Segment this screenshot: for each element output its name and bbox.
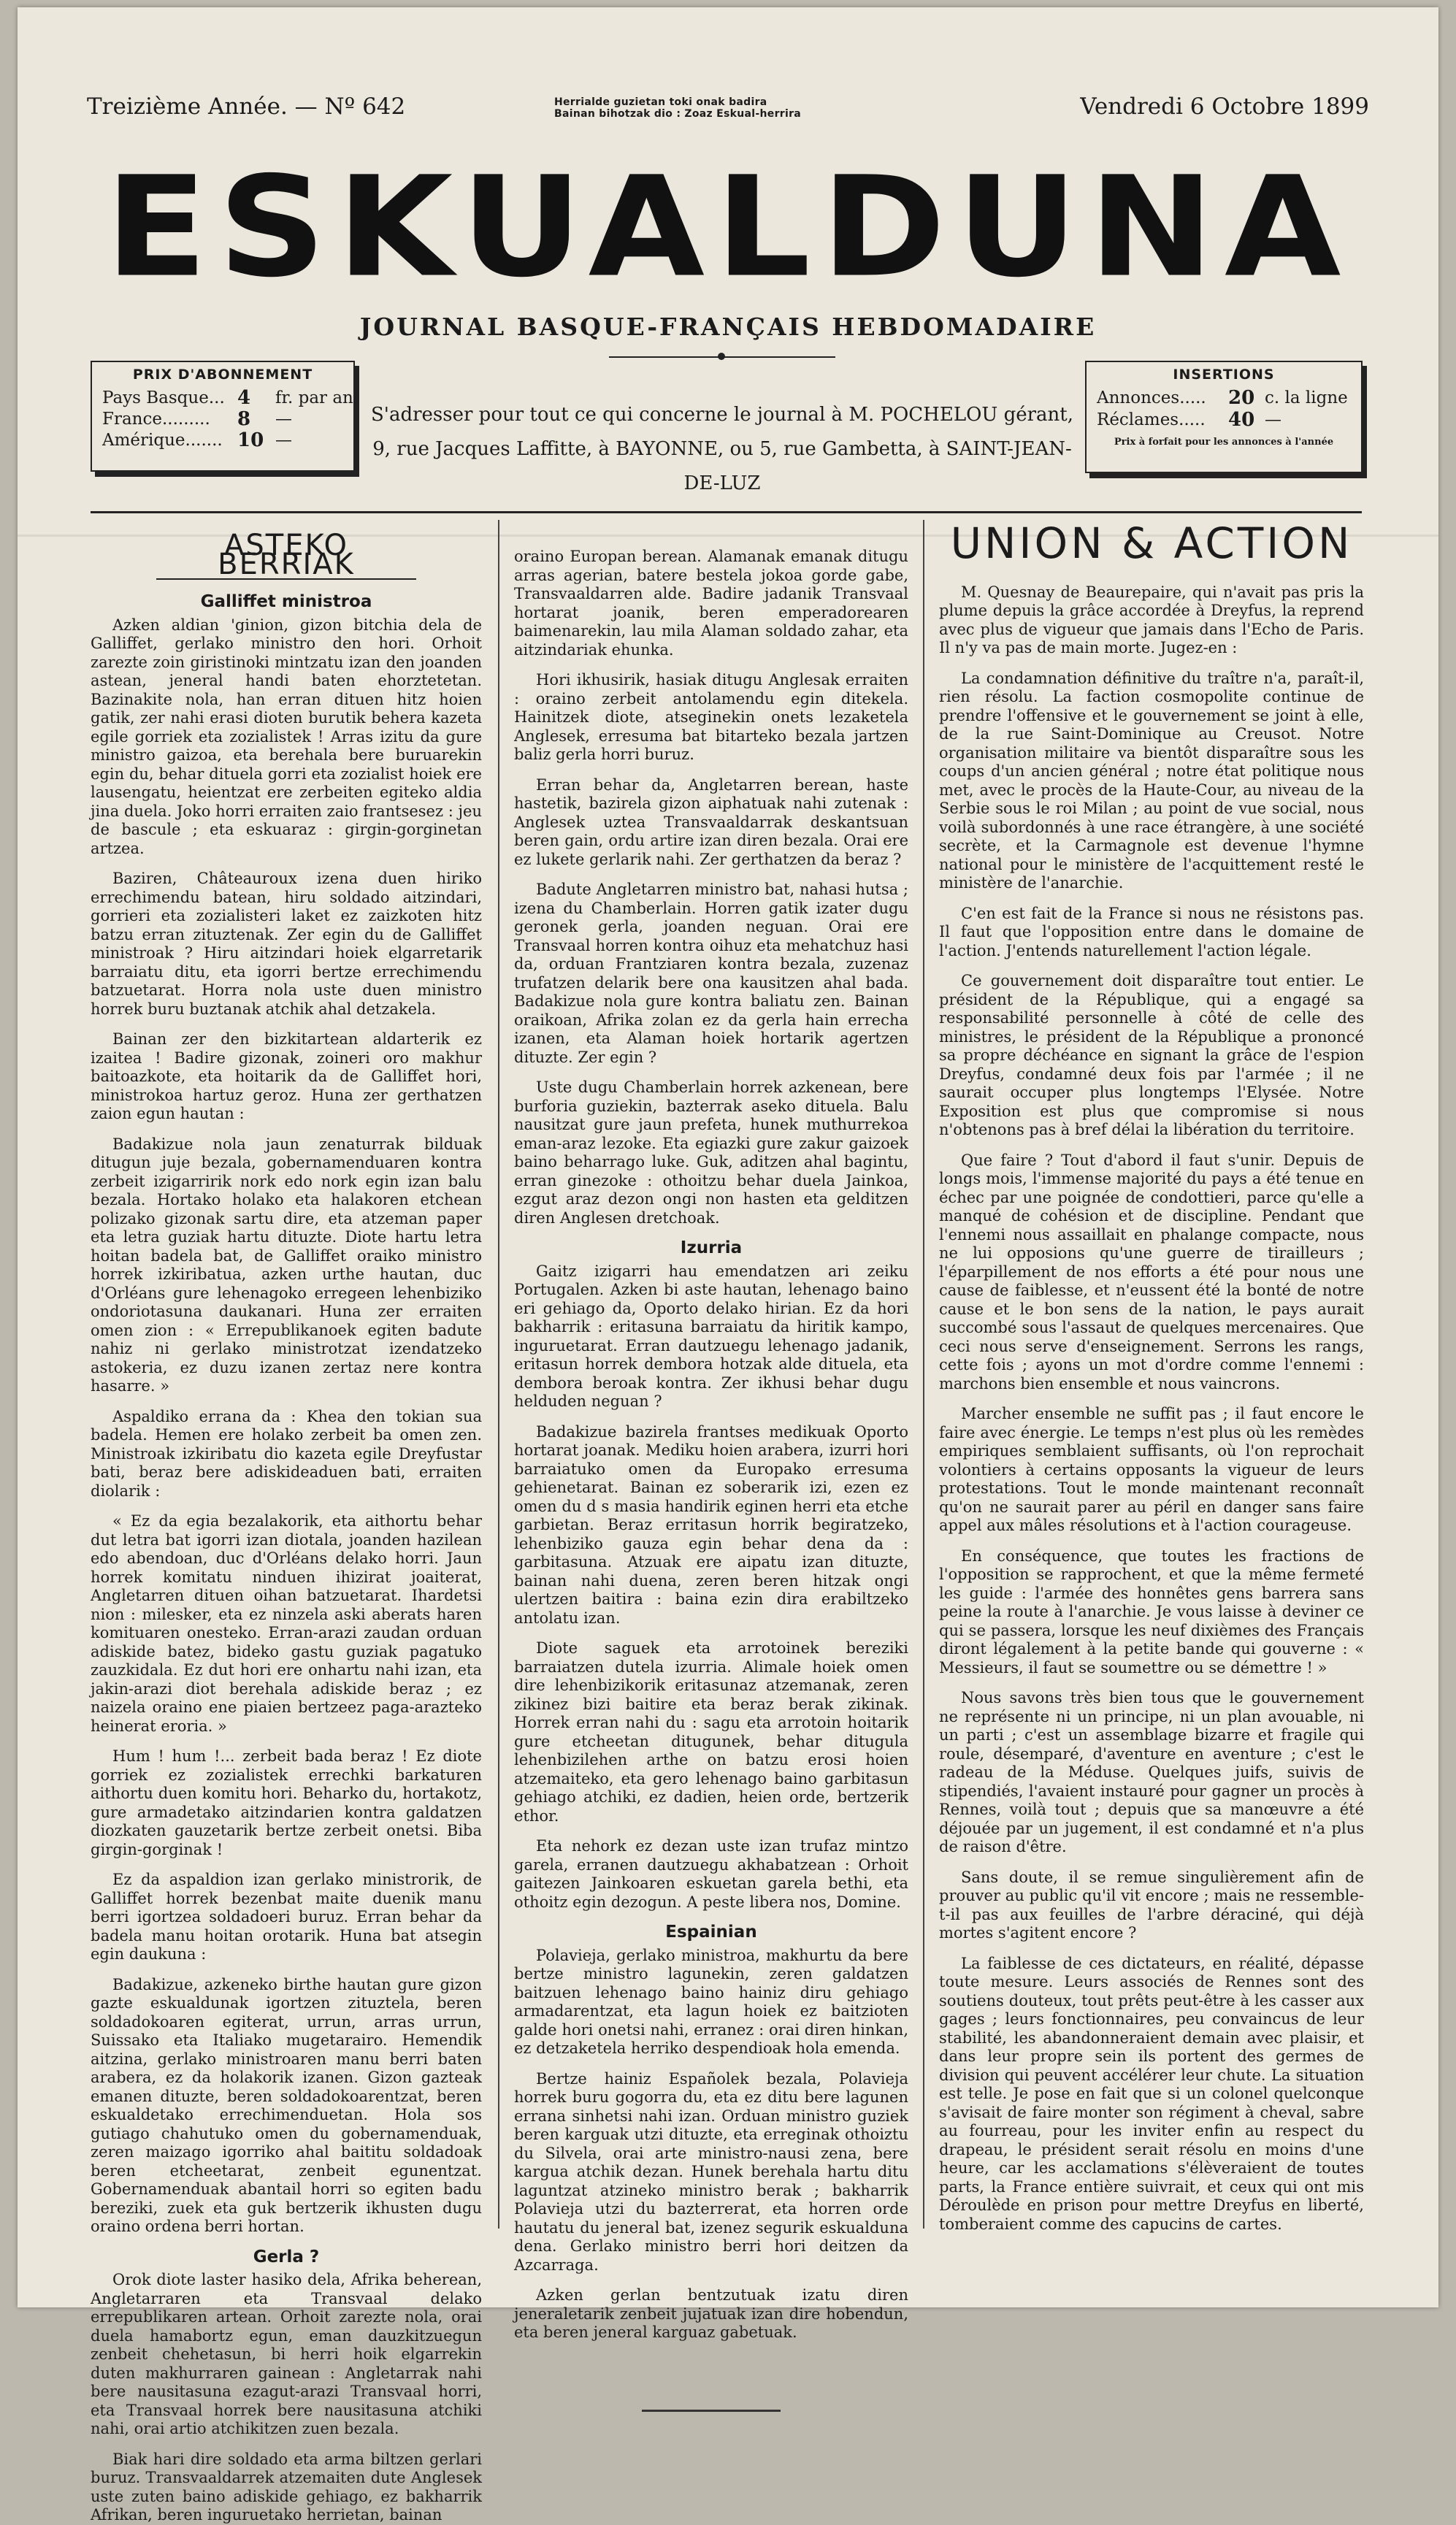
newspaper-subtitle: JOURNAL BASQUE-FRANÇAIS HEBDOMADAIRE: [359, 313, 1097, 341]
insertions-box: [1085, 361, 1363, 473]
article-paragraph: Hori ikhusirik, hasiak ditugu Anglesak erraiten : oraino zerbeit antolamendu egin ditekela. Hainitzek diote, atseginekin onets lezaketela Anglesek, erresuma bat bitarteko bezala jartzen baliz gerla horri buruz.: [514, 671, 908, 763]
subscription-place: France.........: [102, 409, 210, 429]
motto: [554, 96, 801, 120]
end-ornament: [514, 2401, 908, 2420]
article-paragraph: Polavieja, gerlako ministroa, makhurtu da bere bertze ministro lagunekin, zeren galdatzen baitzuen lehenago baino hainiz diru gehiago armadarentzat, eta lagun hoiek ez baitzioten galde hori onetsi nahi, erranez : orai diren hinkan, ez detzaketela herriko despendioak hola emenda.: [514, 1946, 908, 2057]
subscription-box: [91, 361, 355, 472]
subscription-place: Pays Basque...: [102, 388, 225, 407]
subscription-row: [92, 429, 353, 451]
header-rule: [91, 511, 1362, 513]
subscription-price: 4: [237, 386, 251, 409]
publisher-address: [361, 398, 1084, 501]
article-title: Izurria: [680, 1238, 743, 1257]
insertions-row: [1087, 409, 1361, 431]
column-3: [939, 518, 1364, 2300]
insertions-price: 20: [1228, 387, 1255, 409]
motto-line-1: Herrialde guzietan toki onak badira: [554, 96, 767, 108]
subscription-unit: —: [275, 409, 292, 429]
article-paragraph: Baziren, Châteauroux izena duen hiriko errechimendu batean, hiru soldado aitzindari, gorrieri eta zozialisteri laket ez zaizkoten hitz batzu erran zituztenak. Zer egin du de Galliffet ministroak ? Hiru aitzindari hoiek elgarretarik barraiatu ditu, eta igorri bertze errechimendu batzuetarat. Horra nola uste duen ministro horrek buru buztanak atchik ahal detzakela.: [91, 870, 482, 1018]
article-paragraph: Badakizue nola jaun zenaturrak bilduak ditugun juje bezala, gobernamenduaren kontra zerbeit izigarririk nork edo nork egin izan balu bezala. Hortako holako eta halakoren etchean polizako gizonak sartu dire, eta atzeman paper eta letra guziak hartu dituzte. Diote hartu letra hoitan badela bat, de Galliffet oraiko ministro horrek izkiribatua, azken urthe hautan, duc d'Orléans gure lehenagoko erregeen lehenbiziko ondoriotasuna daukanari. Huna zer erraiten omen zion : « Errepublikanoek egiten badute nahiz ni gerlako ministrotzat izendatzeko astokeria, ez duzu izanen zertaz nere kontra hasarre. »: [91, 1135, 482, 1395]
article-paragraph: C'en est fait de la France si nous ne résistons pas. Il faut que l'opposition entre dans le domaine de l'action. J'entends naturellement l'action légale.: [939, 904, 1364, 959]
article-title-union-action: UNION & ACTION: [950, 518, 1353, 568]
article-paragraph: Bainan zer den bizkitartean aldarterik ez izaitea ! Badire gizonak, zoineri oro makhur baitoazkote, eta hoitarik da de Galliffet hori, ministrokoa hartuz geroz. Huna zer gerthatzen zaion egun hautan :: [91, 1030, 482, 1122]
insertions-note: Prix à forfait pour les annonces à l'année: [1114, 437, 1334, 448]
article-title: Gerla ?: [253, 2247, 320, 2267]
article-paragraph: Gaitz izigarri hau emendatzen ari zeiku Portugalen. Azken bi aste hautan, lehenago baino eri gehiago da, Oporto delako hirian. Ez da hori bakharrik : eritasuna barraiatu da hiritik kampo, inguruetarat. Erran dautzuegu lehenago jadanik, eritasun horrek dembora hotzak alde dituela, eta dembora beroak kontra. Zer ikhusi behar dugu helduden neguan ?: [514, 1262, 908, 1410]
article-paragraph: Ez da aspaldion izan gerlako ministrorik, de Galliffet horrek bezenbat maite duenik manu berri igortzea soldadoeri buruz. Erran behar da badela manu hoitan orotarik. Huna bat atsegin egin daukuna :: [91, 1871, 482, 1963]
newspaper-title: ESKUALDUNA: [104, 146, 1352, 308]
insertions-unit: —: [1265, 410, 1281, 429]
article-paragraph: Badakizue, azkeneko birthe hautan gure gizon gazte eskualdunak igortzen zituztela, beren soldadokoaren egiterat, urrun, arras urrun, Suissako eta Italiako mugetarairo. Hemendik aitzina, gerlako ministroaren manu berri baten arabera, ez da holakorik izanen. Gizon gazteak emanen dituzte, beren soldadokoarentzat, beren eskualdetako errechimenduetan. Hola sos gutiago chahutuko omen du gobernamenduak, zeren maizago igorriko ahal baititu soldadoak beren etcheetarat, zenbeit egunentzat. Gobernamenduak abantail horri so egiten badu bereziki, zuek eta guk bertzerik ikhusten dugu oraino ordena berri hortan.: [91, 1975, 482, 2235]
insertions-price: 40: [1228, 409, 1255, 431]
article-paragraph: Marcher ensemble ne suffit pas ; il faut encore le faire avec énergie. Le temps n'est plus où les remèdes empiriques semblaient suffisants, où l'on reprochait volontiers à certains opposants la vigueur de leurs protestations. Tout le monde maintenant reconnaît qu'on ne saurait parer au péril en danger sans faire appel aux mâles résolutions et à l'action courageuse.: [939, 1405, 1364, 1534]
article-paragraph: Uste dugu Chamberlain horrek azkenean, bere burforia guziekin, bazterrak aseko dituela. Balu nausitzat gure jaun prefeta, hunek muthurrekoa eman-araz lezoke. Eta egiazki gure zakur gaizoek baino beharrago luke. Guk, aditzen ahal bagintu, erran ginezoke : othoitzu behar duela Jainkoa, ezgut araz dezon ongi non hasten eta gelditzen diren Anglesen dretchoak.: [514, 1078, 908, 1227]
subscription-unit: —: [275, 430, 292, 450]
insertions-label: Annonces.....: [1097, 388, 1206, 407]
article-paragraph: Diote saguek eta arrotoinek bereziki barraiatzen dutela izurria. Alimale hoiek omen dire lehenbizikorik eritasunaz atzemanak, zeren zikinez bizi baitire eta beraz berak zikinak. Horrek erran nahi du : sagu eta arrotoin hoitarik gure etcheetan ditugunek, behar ditugula lehenbizilehen arthe on batzu erosi hoien atzemaiteko, eta gero lehenago baino garbitasun gehiago atchiki, ez dadien, heien orde, bertzerik ethor.: [514, 1639, 908, 1825]
article-lead: M. Quesnay de Beaurepaire, qui n'avait pas pris la plume depuis la grâce accordée à Dreyfus, la reprend avec plus de vigueur que jamais dans l'Echo de Paris. Il n'y va pas de main morte. Jugez-en :: [939, 583, 1364, 656]
article-paragraph: Ce gouvernement doit disparaître tout entier. Le président de la République, qui a engagé sa responsabilité personnelle à côté de celle des ministres, le président de la République a prononcé sa propre déchéance en signant la grâce de l'espion Dreyfus, condamné deux fois par l'armée ; il ne saurait occuper plus longtemps l'Elysée. Notre Exposition est plus que compromise si nous n'obtenons pas à bref délai la libération du territoire.: [939, 972, 1364, 1138]
article-title: Galliffet ministroa: [200, 592, 372, 611]
address-line-1: S'adresser pour tout ce qui concerne le journal à M. POCHELOU gérant,: [370, 404, 1074, 426]
insertions-row: [1087, 387, 1361, 409]
column-divider: [498, 520, 499, 2229]
article-paragraph: Que faire ? Tout d'abord il faut s'unir. Depuis de longs mois, l'immense majorité du pays a été tenue en échec par une poignée de condottieri, parce qu'elle a manqué de cohésion et de discipline. Pendant que l'ennemi nous assaillait en phalange compacte, nous ne lui opposions qu'une guerre de tirailleurs ; l'éparpillement de nos efforts a été pour nous une cause de faiblesse, et n'eussent été la bonté de notre cause et le bon sens de la nation, le pays aurait succombé sous l'assaut de quelques mercenaires. Que ceci nous serve d'enseignement. Serrons les rangs, cette fois ; ayons un mot d'ordre comme l'ennemi : marchons bien ensemble et nous vaincrons.: [939, 1151, 1364, 1392]
column-2: [514, 548, 908, 2341]
article-paragraph: Hum ! hum !... zerbeit bada beraz ! Ez diote gorriek ez zozialistek errechki barkaturen aithortu duen komitu hori. Beharko du, hortakotz, gure armadetako aitzindarien kontra galdatzen diozkaten gauzetarik bertze zerbeit onetsi. Biba girgin-gorginak !: [91, 1747, 482, 1858]
article-paragraph: Bertze hainiz Españolek bezala, Polavieja horrek buru gogorra du, eta ez ditu bere lagunen errana sinhetsi nahi izan. Orduan ministro guziek beren karguak utzi dituzte, eta erreginak othoiztu du Silvela, orai arte ministro-nausi zena, bere kargua atchik dezan. Hunek berehala hartu ditu laguntzat atzineko ministro berak ; bakharrik Polavieja utzi du bazterrerat, eta horren orde hautatu du jeneral bat, izenez segurik eskualduna dena. Gerlako ministro berri hori deitzen da Azcarraga.: [514, 2069, 908, 2274]
article-paragraph: Badute Angletarren ministro bat, nahasi hutsa ; izena du Chamberlain. Horren gatik izater dugu geronek gerla, joanden neguan. Orai ere Transvaal horren kontra oihuz eta mehatchuz hasi da, orduan Frantziaren kontra bezala, zuzenaz trufatzen delarik bere ona kausitzen ahal bada. Badakizue nola gure kontra baliatu zen. Bainan oraikoan, Afrika zolan ez da gerla hain errecha izanen, eta Alaman hoiek hortarik agertzen dituzte. Zer egin ?: [514, 881, 908, 1066]
address-line-2: 9, rue Jacques Laffitte, à BAYONNE, ou 5, rue Gambetta, à SAINT-JEAN-DE-LUZ: [372, 438, 1072, 494]
article-paragraph: Nous savons très bien tous que le gouvernement ne représente ni un principe, ni un plan avouable, ni un parti ; c'est un assemblage bizarre et fragile qui roule, désemparé, d'aventure en aventure ; c'est le radeau de la Méduse. Quelques juifs, suivis de stipendiés, l'avaient instauré pour gagner un procès à Rennes, voilà tout ; depuis que sa manœuvre a été déjouée par un jugement, il est condamné et n'a plus de raison d'être.: [939, 1689, 1364, 1855]
column-divider: [923, 520, 924, 2229]
column-1: [91, 522, 482, 2524]
issue-number: Treizième Année. — Nº 642: [87, 93, 406, 120]
subscription-row: [92, 387, 353, 408]
article-paragraph: En conséquence, que toutes les fractions de l'opposition se rapprochent, et que la même fermeté les guide : l'armée des honnêtes gens barrera sans peine la route à l'anarchie. Je vous laisse à deviner ce qui se passera, lorsque les neuf dixièmes des Français diront légalement à la petite bande qui gouverne : « Messieurs, il faut se soumettre ou se démettre ! »: [939, 1547, 1364, 1677]
insertions-unit: c. la ligne: [1265, 388, 1348, 407]
article-paragraph: La faiblesse de ces dictateurs, en réalité, dépasse toute mesure. Leurs associés de Rennes sont des soutiens douteux, tout prêts peut-être à les casser aux gages ; leurs fonctionnaires, peu convaincus de leur stabilité, les abandonneraient demain avec plaisir, et dans leur propre sein ils portent des germes de division qui peuvent accélérer leur chute. La situation est telle. Je pose en fait que si un colonel quelconque s'avisait de faire monter son régiment à cheval, sabre au fourreau, pour les inviter enfin au respect du drapeau, le président serait résolu en moins d'une heure, car les acclamations s'élèveraient de toutes parts, la France entière suivrait, et ceux qui ont mis Déroulède en prison pour mettre Dreyfus en liberté, tomberaient comme des capucins de cartes.: [939, 1954, 1364, 2233]
article-paragraph: Sans doute, il se remue singulièrement afin de prouver au public qu'il vit encore ; mais ne ressemble-t-il pas aux feuilles de l'arbre déraciné, qui déjà mortes s'agitent encore ?: [939, 1868, 1364, 1942]
article-paragraph: Badakizue bazirela frantses medikuak Oporto hortarat joanak. Mediku hoien arabera, izurri hori barraiatuko omen da Europako erresuma gehienetarat. Bainan ez soberarik izi, ezen ez omen du d s masia handirik eginen herri eta etche garbietan. Beraz erritasun horrik begiratzeko, lehenbiziko gauza egin behar dena da : garbitasuna. Atzuak ere aipatu izan dituzte, bainan nahi duena, zeren beren hitzak ongi ulertzen baitira : baina ezin dira erabiltzeko antolatu izan.: [514, 1422, 908, 1627]
masthead-top-line: [87, 93, 1369, 129]
insertions-title: INSERTIONS: [1173, 367, 1275, 383]
ornament-rule: [609, 356, 835, 358]
article-paragraph: Biak hari dire soldado eta arma biltzen gerlari buruz. Transvaaldarrek atzemaiten dute Anglesek uste zuten baino adiskide gehiago, ez bakharrik Afrikan, beren inguruetako herrietan, bainan: [91, 2450, 482, 2524]
article-paragraph: « Ez da egia bezalakorik, eta aithortu behar dut letra bat igorri izan diotala, joanden hazilean edo abendoan, duc d'Orléans delako horri. Jaun horrek komitatu ninduen ihizirat joaiterat, Angletarren dituen oihan batzuetarat. Ihardetsi nion : milesker, eta ez ninzela aski aberats haren komituaren onesteko. Erran-arazi zaudan orduan adiskide batez, bideko gastu guziak pagatuko zauzkidala. Ez dut hori ere onhartu nahi izan, eta jakin-arazi diot berehala adiskide beraz ; ez naizela oraino ene piaien bertzeez paga-arazteko heinerat eroria. »: [91, 1512, 482, 1735]
article-paragraph: La condamnation définitive du traître n'a, paraît-il, rien résolu. La faction cosmopolite continue de prendre l'offensive et le gouvernement se joint à elle, de la rue Saint-Dominique au Creusot. Notre organisation militaire va bientôt disparaître sous les coups d'un ancien général ; notre état politique nous met, avec le procès de la Haute-Cour, au niveau de la Serbie sous le roi Milan ; au point de vue social, nous voilà subordonnés à une race étrangère, à une société secrète, et la Carmagnole est devenue l'hymne national pour le ministère de l'acquittement resté le ministère de l'anarchie.: [939, 669, 1364, 892]
motto-line-2: Bainan bihotzak dio : Zoaz Eskual-herrira: [554, 108, 802, 120]
article-paragraph: Azken aldian 'ginion, gizon bitchia dela de Galliffet, gerlako ministro den hori. Orhoit zarezte zoin giristinoki mintzatu izan den joanden astean, jeneral handi baten ehorztetetan. Bazinakite nola, han erran dituen hitz hoien gatik, zer nahi erasi dioten burutik behera kazeta egile gorriek eta zozialistek ! Arras izitu da gure ministro gaizoa, eta berehala bere buruarekin egin du, behar dituela gorri eta zozialist hoiek ere lausengatu, heientzat ere zerbeiten egiteko aldia jina duela. Joko horri erraiten zaio frantsesez : jeu de bascule ; eta eskuaraz : girgin-gorginetan artzea.: [91, 616, 482, 857]
subscription-row: [92, 408, 353, 429]
newspaper-page: [18, 7, 1438, 2524]
issue-date: Vendredi 6 Octobre 1899: [1080, 93, 1369, 120]
insertions-label: Réclames.....: [1097, 410, 1206, 429]
article-title: Espainian: [665, 1923, 757, 1942]
subscription-unit: fr. par an: [275, 388, 353, 407]
article-paragraph: Orok diote laster hasiko dela, Afrika beherean, Angletarraren eta Transvaal delako errepublikaren artean. Orhoit zarezte nola, orai duela hamabortz egun, eman dauzkitzuegun zenbeit chehetasun, bi herri hoik elgarrekin duten makhurraren gainean : Angletarrak nahi bere nausitasuna ezagut-arazi Transvaal horri, eta Transvaal horrek bere nausitasuna atchiki nahi, orai artio atchikitzen zuen bezala.: [91, 2271, 482, 2437]
article-paragraph: oraino Europan berean. Alamanak emanak ditugu arras agerian, batere bestela jokoa gorde gabe, Transvaaldarren alde. Badire jadanik Transvaal hortarat joanik, beren emperadorearen baimenarekin, lau mila Alaman soldado zahar, eta aitzindariak ehunka.: [514, 548, 908, 659]
subscription-price: 8: [237, 407, 251, 430]
subscription-price: 10: [237, 429, 264, 451]
article-paragraph: Aspaldiko errana da : Khea den tokian sua badela. Hemen ere holako zerbeit ba omen zen. Ministroak izkiribatu dio kazeta egile Dreyfustar bati, beraz bere adiskideaduen bati, erraiten diolarik :: [91, 1407, 482, 1500]
subscription-place: Amérique.......: [102, 430, 223, 450]
article-paragraph: Erran behar da, Angletarren berean, haste hastetik, bazirela gizon aiphatuak nahi zutenak : Anglesek uztea Transvaaldarrak deskantsuan beren gain, ordu artire izan diren bezala. Orai ere ez lukete gerlarik nahi. Zer gerthatzen da beraz ?: [514, 775, 908, 868]
section-title-asteko-berriak: ASTEKO BERRIAK: [156, 522, 416, 580]
article-paragraph: Eta nehork ez dezan uste izan trufaz mintzo garela, erranen dautzuegu akhabatzean : Orhoit gaitezen Jainkoaren eskuetan garela bethi, eta othoitz egin dezogun. A peste libera nos, Domine.: [514, 1837, 908, 1911]
article-paragraph: Azken gerlan bentzutuak izatu diren jeneraletarik zenbeit jujatuak izan dire hobendun, eta beren jeneral karguaz gabetuak.: [514, 2286, 908, 2341]
subscription-title: PRIX D'ABONNEMENT: [132, 367, 313, 383]
